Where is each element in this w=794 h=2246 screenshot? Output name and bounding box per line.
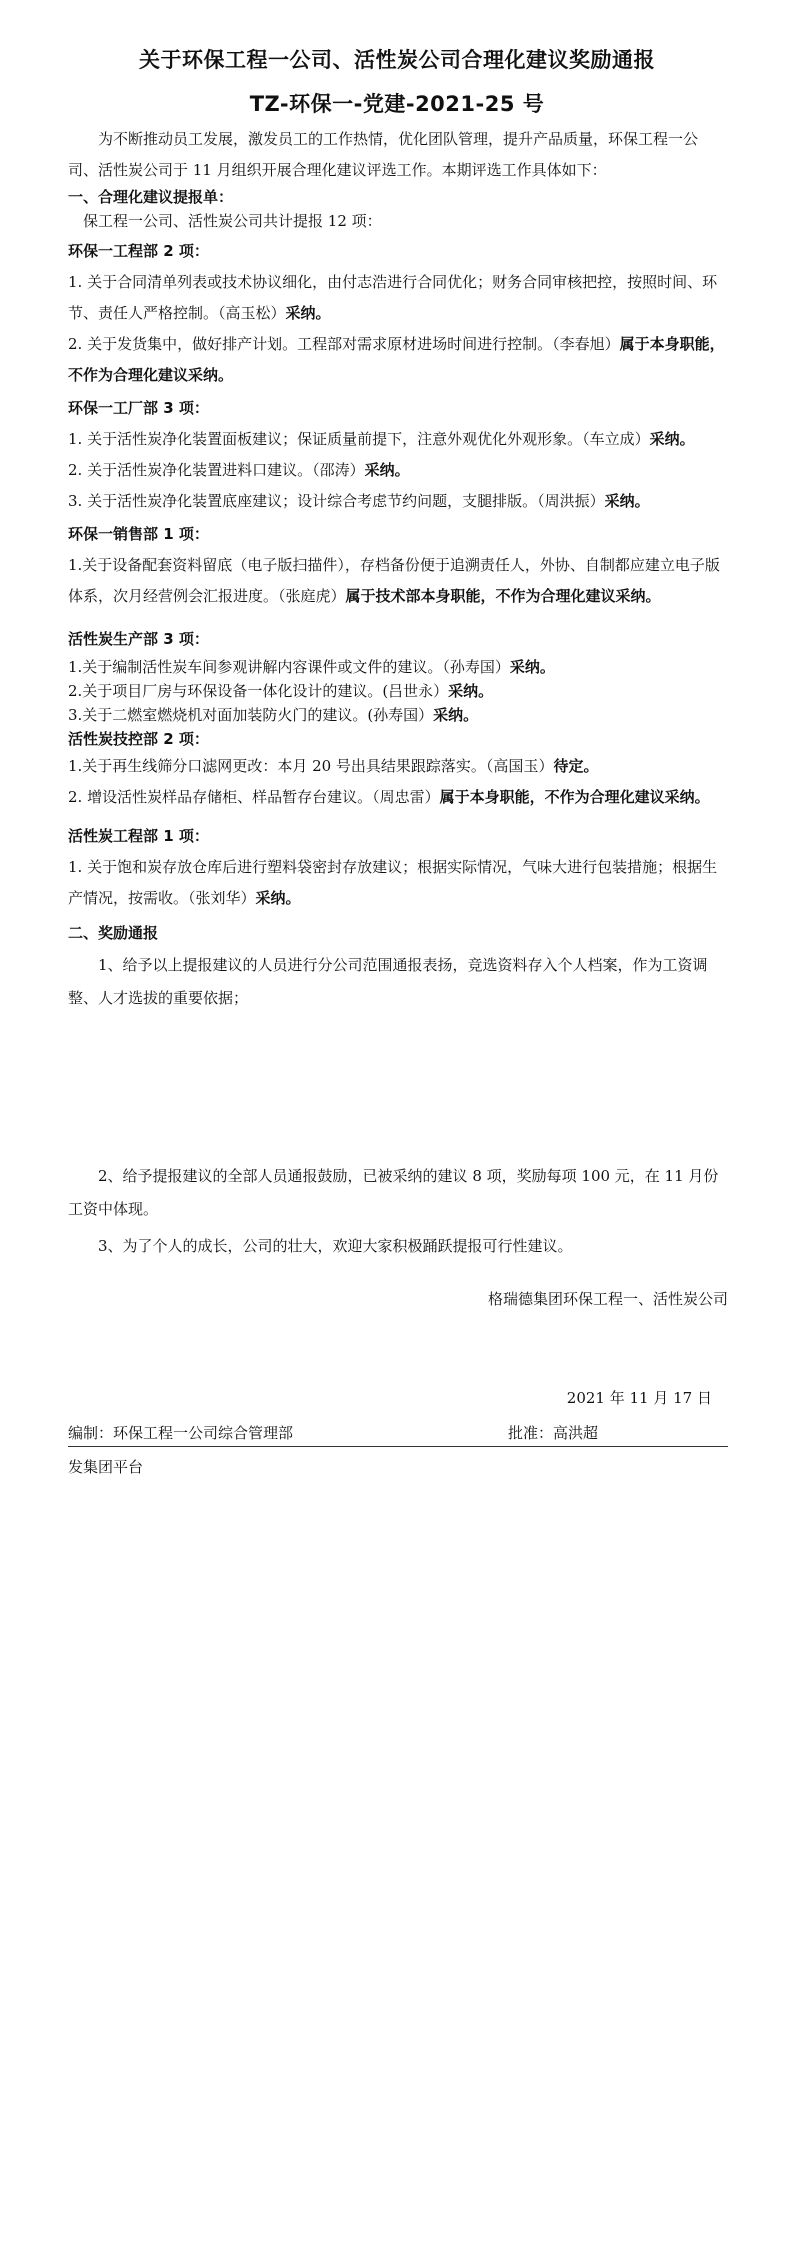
suggestion-text: 2. 增设活性炭样品存储柜、样品暂存台建议。（周忠雷） xyxy=(68,788,440,806)
document-body xyxy=(68,124,726,1015)
suggestion-item xyxy=(68,703,726,727)
issue-date: 2021 年 11 月 17 日 xyxy=(566,1389,712,1407)
approver-label: 批准：高洪超 xyxy=(508,1424,599,1442)
section2-heading: 二、奖励通报 xyxy=(68,924,159,942)
suggestion-status: 采纳。 xyxy=(364,461,410,479)
department-heading: 环保一工程部 2 项： xyxy=(68,242,209,260)
department-heading: 环保一工厂部 3 项： xyxy=(68,399,209,417)
department-heading: 环保一销售部 1 项： xyxy=(68,525,209,543)
suggestion-status: 采纳。 xyxy=(509,658,555,676)
suggestion-item xyxy=(68,267,726,329)
department-heading: 活性炭技控部 2 项： xyxy=(68,730,209,748)
reward-item-1: 1、给予以上提报建议的人员进行分公司范围通报表扬，竞选资料存入个人档案，作为工资调整、人才选拔的重要依据； xyxy=(68,956,708,1007)
suggestion-item xyxy=(68,852,726,914)
reward-item-2: 2、给予提报建议的全部人员通报鼓励，已被采纳的建议 8 项，奖励每项 100 元，在 11 月份工资中体现。 xyxy=(68,1167,719,1218)
suggestion-status: 采纳。 xyxy=(448,682,494,700)
suggestion-text: 1.关于设备配套资料留底（电子版扫描件），存档备份便于追溯责任人，外协、自制都应建立电子版体系，次月经营例会汇报进度。（张庭虎） xyxy=(68,556,720,605)
suggestion-item xyxy=(68,751,726,782)
suggestion-text: 1.关于编制活性炭车间参观讲解内容课件或文件的建议。（孙寿国） xyxy=(68,658,510,676)
signature-org: 格瑞德集团环保工程一、活性炭公司 xyxy=(487,1290,728,1308)
section1-summary: 保工程一公司、活性炭公司共计提报 12 项： xyxy=(83,212,382,230)
document-body-continued xyxy=(68,1160,726,1263)
suggestion-item xyxy=(68,550,726,612)
suggestion-status: 采纳。 xyxy=(433,706,479,724)
section1-heading: 一、合理化建议提报单： xyxy=(68,188,234,206)
document-number: TZ-环保一-党建-2021-25 号 xyxy=(249,92,545,116)
footer-signoff xyxy=(68,1418,728,1447)
suggestion-status: 采纳。 xyxy=(255,889,301,907)
suggestion-status: 属于本身职能，不作为合理化建议采纳。 xyxy=(68,335,725,384)
suggestion-text: 1.关于再生线筛分口滤网更改：本月 20 号出具结果跟踪落实。（高国玉） xyxy=(68,757,554,775)
suggestion-status: 属于技术部本身职能，不作为合理化建议采纳。 xyxy=(345,587,661,605)
suggestion-item xyxy=(68,679,726,703)
distribution-label: 发集团平台 xyxy=(68,1458,144,1476)
suggestion-text: 1. 关于活性炭净化装置面板建议；保证质量前提下，注意外观优化外观形象。（车立成） xyxy=(68,430,650,448)
suggestion-item xyxy=(68,329,726,391)
suggestion-status: 采纳。 xyxy=(604,492,650,510)
department-heading: 活性炭生产部 3 项： xyxy=(68,630,209,648)
suggestion-text: 1. 关于饱和炭存放仓库后进行塑料袋密封存放建议；根据实际情况，气味大进行包装措施；根据生产情况，按需收。（张刘华） xyxy=(68,858,718,907)
suggestion-item xyxy=(68,486,726,517)
reward-item-3: 3、为了个人的成长，公司的壮大，欢迎大家积极踊跃提报可行性建议。 xyxy=(98,1237,573,1255)
intro-paragraph: 为不断推动员工发展，激发员工的工作热情，优化团队管理，提升产品质量，环保工程一公司、活性炭公司于 11 月组织开展合理化建议评选工作。本期评选工作具体如下： xyxy=(68,130,699,179)
suggestion-text: 3. 关于活性炭净化装置底座建议；设计综合考虑节约问题，支腿排版。（周洪振） xyxy=(68,492,605,510)
suggestion-text: 1. 关于合同清单列表或技术协议细化，由付志浩进行合同优化；财务合同审核把控，按照时间、环节、责任人严格控制。（高玉松） xyxy=(68,273,718,322)
editor-label: 编制：环保工程一公司综合管理部 xyxy=(68,1424,294,1442)
suggestion-text: 2. 关于发货集中，做好排产计划。工程部对需求原材进场时间进行控制。（李春旭） xyxy=(68,335,620,353)
suggestion-item xyxy=(68,655,726,679)
suggestion-status: 待定。 xyxy=(553,757,599,775)
suggestion-status: 属于本身职能，不作为合理化建议采纳。 xyxy=(439,788,710,806)
suggestion-item xyxy=(68,455,726,486)
suggestion-text: 2.关于项目厂房与环保设备一体化设计的建议。(吕世永） xyxy=(68,682,449,700)
suggestion-status: 采纳。 xyxy=(285,304,331,322)
suggestion-text: 3.关于二燃室燃烧机对面加装防火门的建议。(孙寿国） xyxy=(68,706,434,724)
document-title: 关于环保工程一公司、活性炭公司合理化建议奖励通报 xyxy=(139,48,655,72)
suggestion-status: 采纳。 xyxy=(649,430,695,448)
suggestion-item xyxy=(68,782,726,813)
suggestion-text: 2. 关于活性炭净化装置进料口建议。（邵涛） xyxy=(68,461,365,479)
suggestion-item xyxy=(68,424,726,455)
department-heading: 活性炭工程部 1 项： xyxy=(68,827,209,845)
